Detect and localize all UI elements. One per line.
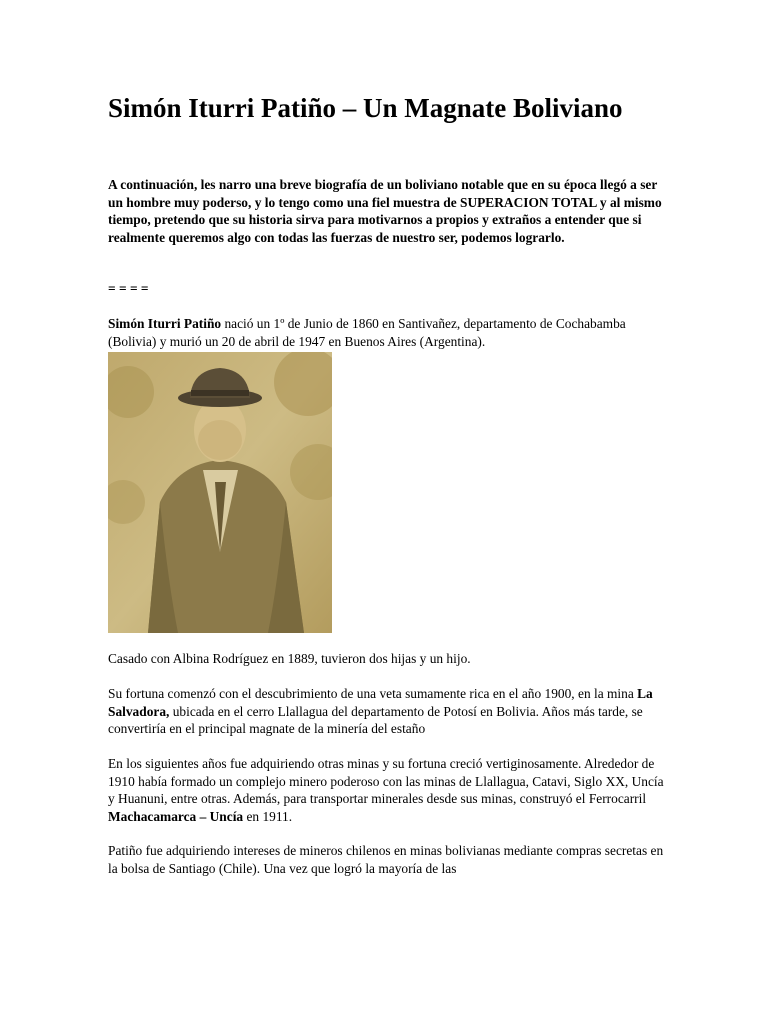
- paragraph-interests: Patiño fue adquiriendo intereses de mineros chilenos en minas bolivianas mediante compras secretas en la bolsa de Santiago (Chile). Una vez que logró la mayoría de las: [108, 843, 664, 876]
- separator: = = = =: [108, 281, 149, 296]
- paragraph-fortune: [108, 685, 668, 738]
- paragraph-mines: [108, 755, 668, 825]
- paragraph-birth-text: nació un 1º de Junio de 1860 en Santivañez, departamento de Cochabamba (Bolivia) y murió un 20 de abril de 1947 en Buenos Aires (Argentina).: [108, 316, 626, 349]
- intro-paragraph: A continuación, les narro una breve biografía de un boliviano notable que en su época llegó a ser un hombre muy poderso, y lo tengo como una fiel muestra de SUPERACION TOTAL y al mismo tiempo, pretendo que su historia sirva para motivarnos a propios y extraños a entender que si realmente queremos algo con todas las fuerzas de nuestro ser, podemos lograrlo.: [108, 177, 662, 245]
- paragraph-mines-text-b: en 1911.: [243, 808, 293, 824]
- paragraph-marriage: Casado con Albina Rodríguez en 1889, tuvieron dos hijas y un hijo.: [108, 651, 471, 666]
- page-title: Simón Iturri Patiño – Un Magnate Boliviano: [108, 93, 623, 123]
- paragraph-fortune-text-a: Su fortuna comenzó con el descubrimiento de una veta sumamente rica en el año 1900, en la mina: [108, 686, 638, 701]
- portrait-photo: [108, 352, 332, 633]
- paragraph-mines-text-a: En los siguientes años fue adquiriendo otras minas y su fortuna creció vertiginosamente. Alrededor de 1910 había formado un complejo minero poderoso con las minas de Llallagua, Catavi, Siglo XX, Uncía y Huanuni, entre otras. Además, para transportar minerales desde sus minas, construyó el Ferrocarril: [108, 756, 664, 807]
- paragraph-fortune-text-b: ubicada en el cerro Llallagua del departamento de Potosí en Bolivia. Años más tarde, se convertiría en el principal magnate de la minería del estaño: [108, 703, 643, 737]
- mine-name: La Salvadora,: [108, 686, 653, 719]
- paragraph-birth: [108, 315, 668, 350]
- portrait-image: [108, 352, 332, 633]
- person-name: Simón Iturri Patiño: [108, 316, 222, 331]
- railway-name: Machacamarca – Uncía: [108, 808, 244, 824]
